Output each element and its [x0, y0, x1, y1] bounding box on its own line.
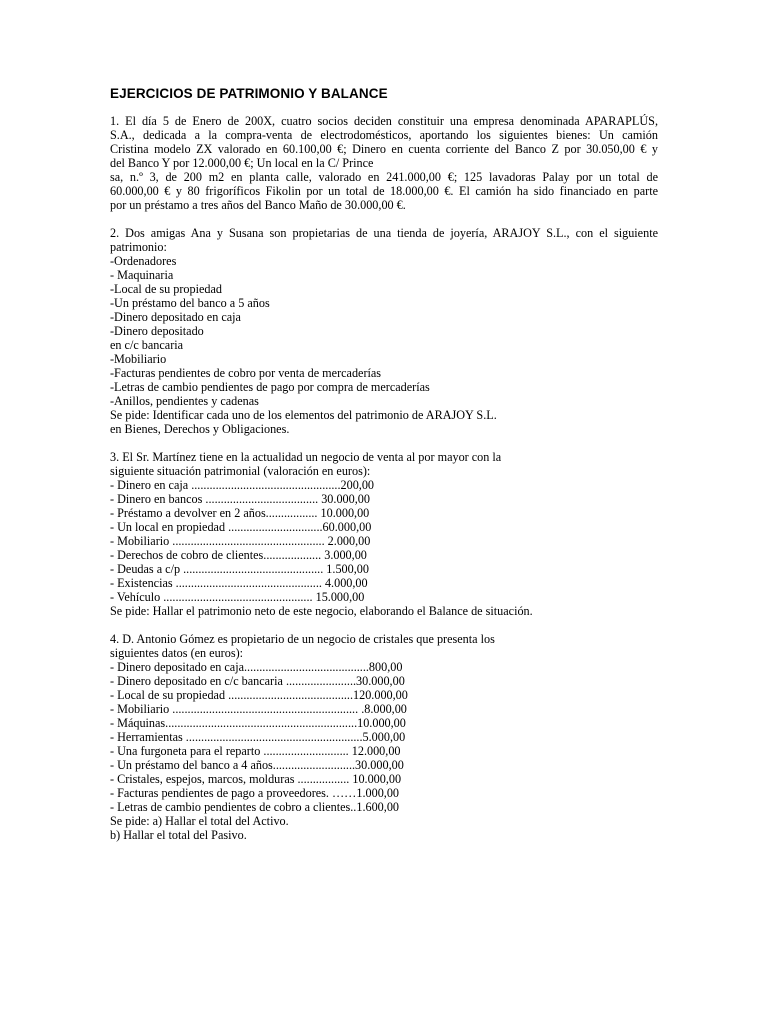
exercise-3-line: - Deudas a c/p .............................................. 1.500,00	[110, 562, 369, 576]
exercise-3-line: - Derechos de cobro de clientes................... 3.000,00	[110, 548, 367, 562]
exercise-2-line: en c/c bancaria	[110, 338, 184, 352]
exercise-2-line: 2. Dos amigas Ana y Susana son propietarias de una tienda de joyería, ARAJOY S.L., con el siguiente	[110, 226, 658, 240]
exercise-4-line: - Herramientas ..........................................................5.000,00	[110, 730, 406, 744]
exercise-3-line: - Existencias ................................................ 4.000,00	[110, 576, 368, 590]
exercise-3-line: - Dinero en bancos ..................................... 30.000,00	[110, 492, 370, 506]
exercise-4-line: - Máquinas...............................................................10.000,00	[110, 716, 406, 730]
exercise-4-line: - Dinero depositado en c/c bancaria .......................30.000,00	[110, 674, 405, 688]
exercise-1-line: 60.000,00 € y 80 frigoríficos Fikolin por un total de 18.000,00 €. El camión ha sido financiado en parte	[110, 184, 658, 198]
exercise-4-line: - Letras de cambio pendientes de cobro a clientes..1.600,00	[110, 800, 400, 814]
exercise-3-line: - Vehículo ................................................. 15.000,00	[110, 590, 365, 604]
exercise-2-line: en Bienes, Derechos y Obligaciones.	[110, 422, 290, 436]
exercise-2-line: -Mobiliario	[110, 352, 167, 366]
exercise-2-line: -Letras de cambio pendientes de pago por compra de mercaderías	[110, 380, 430, 394]
exercise-2-line: -Anillos, pendientes y cadenas	[110, 394, 259, 408]
exercise-1-line: 1. El día 5 de Enero de 200X, cuatro socios deciden constituir una empresa denominada APARAPLÚS,	[110, 114, 658, 128]
exercise-3-line: - Un local en propiedad ...............................60.000,00	[110, 520, 372, 534]
exercise-3-line: - Préstamo a devolver en 2 años................. 10.000,00	[110, 506, 370, 520]
document-title: EJERCICIOS DE PATRIMONIO Y BALANCE	[110, 86, 388, 101]
exercise-4-line: - Una furgoneta para el reparto ............................ 12.000,00	[110, 744, 401, 758]
exercise-1-line: sa, n.º 3, de 200 m2 en planta calle, valorado en 241.000,00 €; 125 lavadoras Palay por un total de	[110, 170, 658, 184]
exercise-3-line: Se pide: Hallar el patrimonio neto de este negocio, elaborando el Balance de situación.	[110, 604, 533, 618]
exercise-2-line: -Dinero depositado en caja	[110, 310, 241, 324]
exercise-4-line: - Facturas pendientes de pago a proveedores. ……1.000,00	[110, 786, 400, 800]
exercise-1-line: del Banco Y por 12.000,00 €; Un local en la C/ Prince	[110, 156, 374, 170]
exercise-1-line: Cristina modelo ZX valorado en 60.100,00 €; Dinero en cuenta corriente del Banco Z por 30.050,00 € y	[110, 142, 658, 156]
exercise-2-line: patrimonio:	[110, 240, 167, 254]
exercise-2-line: - Maquinaria	[110, 268, 174, 282]
exercise-3-line: 3. El Sr. Martínez tiene en la actualidad un negocio de venta al por mayor con la	[110, 450, 502, 464]
exercise-2-line: -Ordenadores	[110, 254, 177, 268]
exercise-3-line: - Dinero en caja .................................................200,00	[110, 478, 375, 492]
exercise-2-line: -Local de su propiedad	[110, 282, 223, 296]
exercise-4-line: b) Hallar el total del Pasivo.	[110, 828, 247, 842]
exercise-4-line: - Cristales, espejos, marcos, molduras ................. 10.000,00	[110, 772, 402, 786]
exercise-1-line: S.A., dedicada a la compra-venta de electrodomésticos, aportando los siguientes bienes: Un camión	[110, 128, 658, 142]
exercise-4-line: - Un préstamo del banco a 4 años...........................30.000,00	[110, 758, 404, 772]
exercise-4-line: - Local de su propiedad .........................................120.000,00	[110, 688, 408, 702]
exercise-1-line: por un préstamo a tres años del Banco Maño de 30.000,00 €.	[110, 198, 406, 212]
exercise-4-line: - Mobiliario ............................................................. .8.000,00	[110, 702, 407, 716]
exercise-4-line: Se pide: a) Hallar el total del Activo.	[110, 814, 289, 828]
exercise-2-line: -Facturas pendientes de cobro por venta de mercaderías	[110, 366, 382, 380]
exercise-3-line: siguiente situación patrimonial (valoración en euros):	[110, 464, 371, 478]
exercise-4-line: siguientes datos (en euros):	[110, 646, 244, 660]
exercise-2-line: -Un préstamo del banco a 5 años	[110, 296, 270, 310]
exercise-3-line: - Mobiliario .................................................. 2.000,00	[110, 534, 371, 548]
exercise-2-line: -Dinero depositado	[110, 324, 204, 338]
exercise-2-line: Se pide: Identificar cada uno de los elementos del patrimonio de ARAJOY S.L.	[110, 408, 497, 422]
exercise-4-line: 4. D. Antonio Gómez es propietario de un negocio de cristales que presenta los	[110, 632, 495, 646]
exercise-4-line: - Dinero depositado en caja.........................................800,00	[110, 660, 403, 674]
